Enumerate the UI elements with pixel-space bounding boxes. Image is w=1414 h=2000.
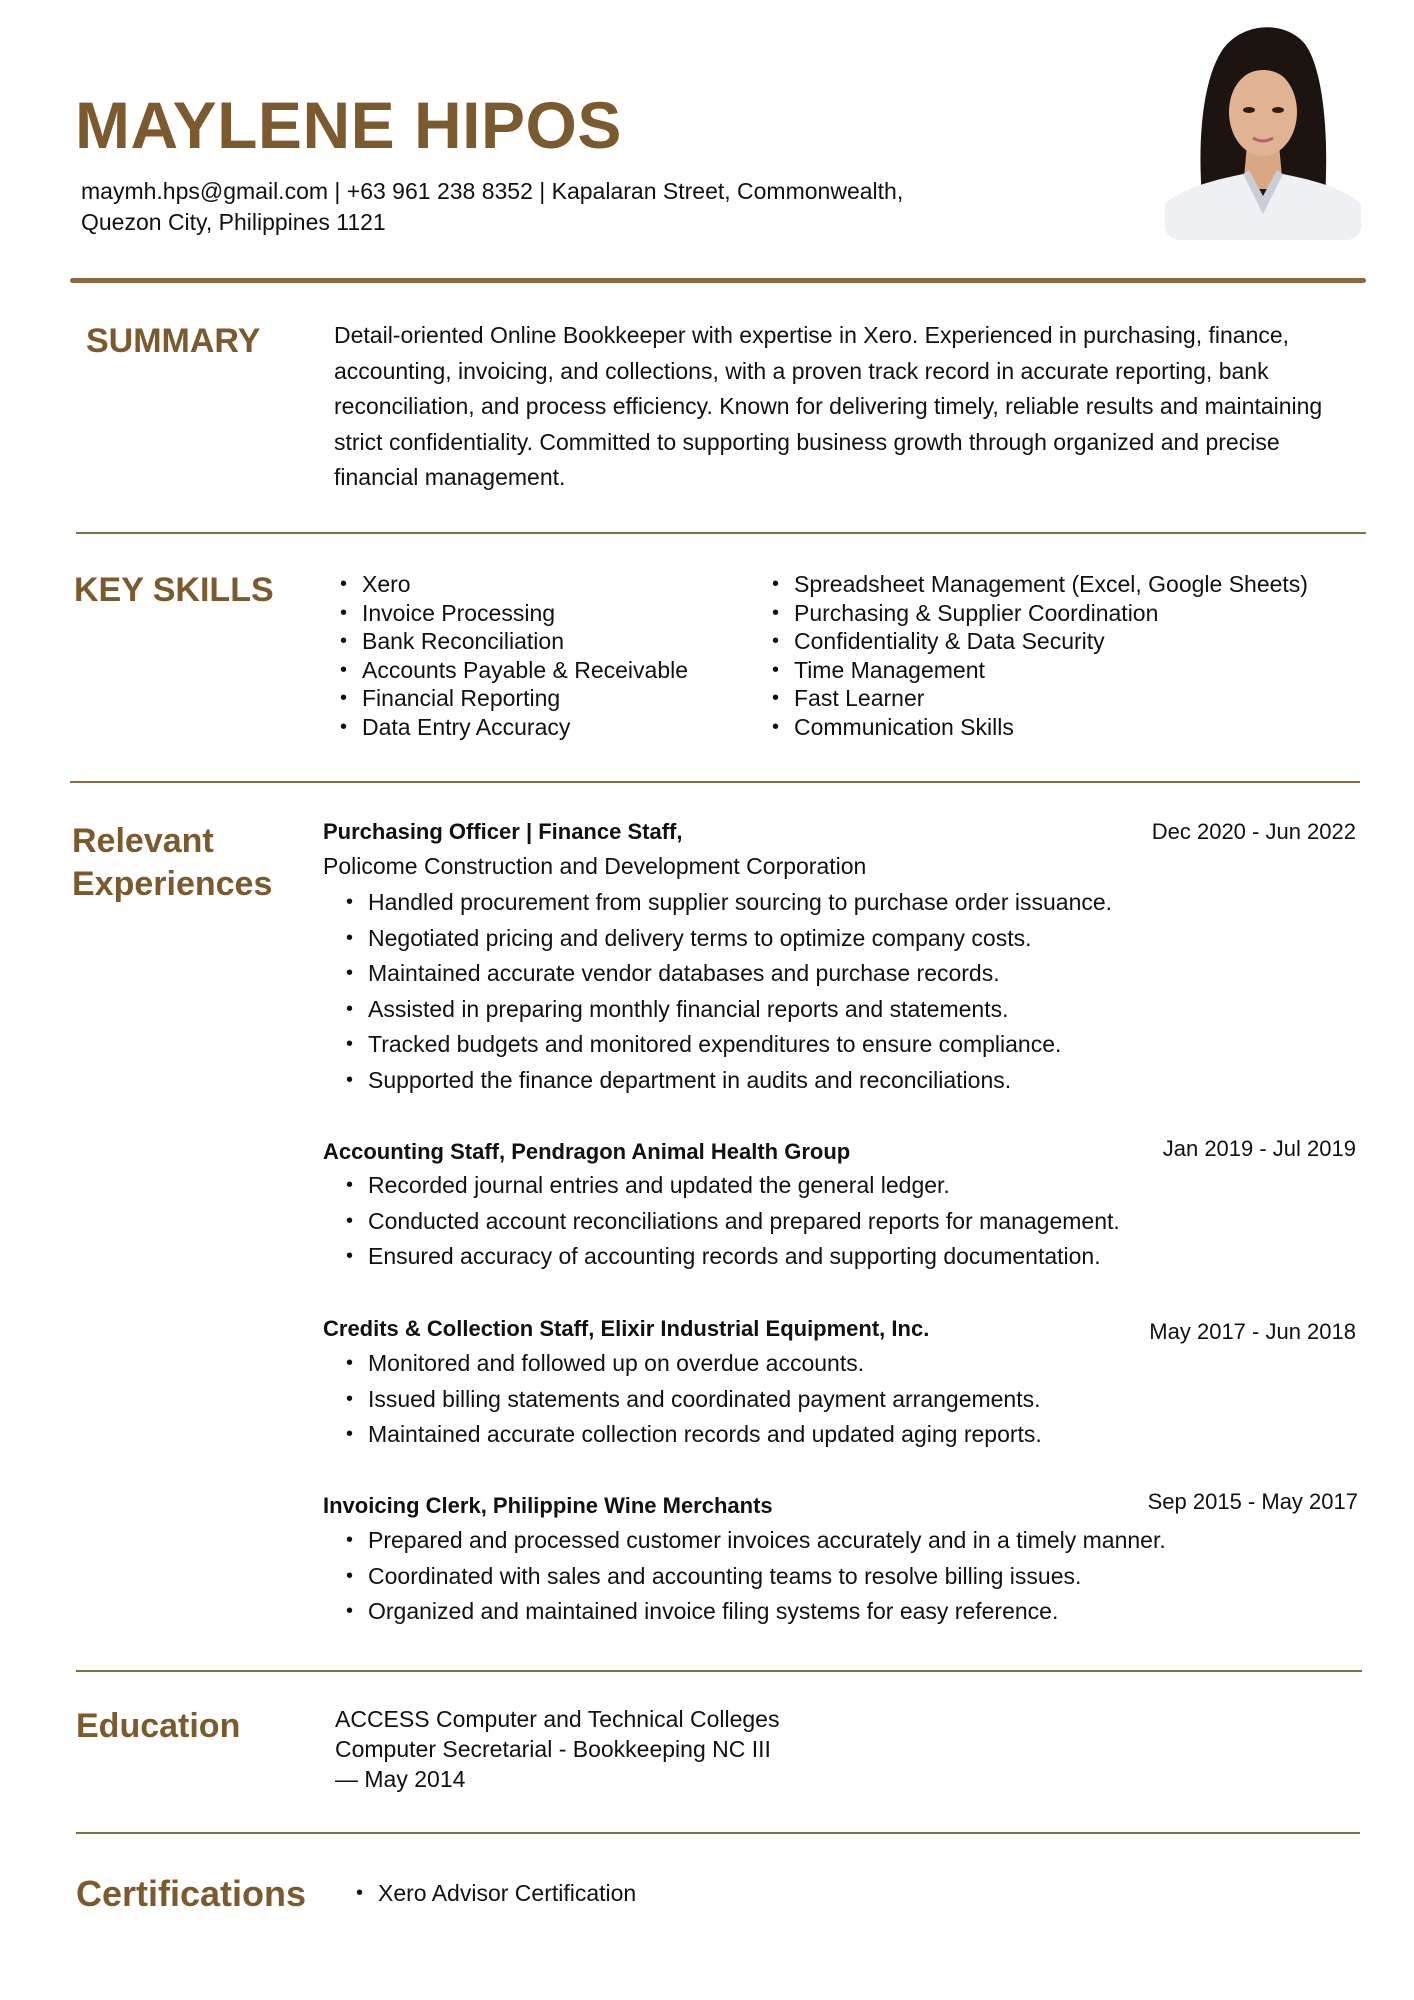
skills-heading: KEY SKILLS [74, 571, 274, 609]
certifications-list [350, 1876, 636, 1912]
education-details [335, 1704, 779, 1794]
job-dates: Dec 2020 - Jun 2022 [1151, 819, 1356, 844]
list-item: • Prepared and processed customer invoices accurately and in a timely manner. [368, 1523, 1166, 1559]
summary-text: Detail-oriented Online Bookkeeper with expertise in Xero. Experienced in purchasing, finance, accounting, invoicing, and collections, with a proven track record in accurate reporting, bank reconciliation, and process efficiency. Known for delivering timely, reliable results and maintaining strict confidentiality. Committed to supporting business growth through organized and precise financial management. [334, 322, 1323, 490]
experience-divider [76, 1670, 1362, 1672]
job-bullets [340, 1523, 1166, 1630]
list-item: • Bank Reconciliation [362, 627, 688, 656]
list-item: • Supported the finance department in audits and reconciliations. [368, 1063, 1112, 1099]
job-title: Invoicing Clerk, Philippine Wine Merchants [323, 1493, 773, 1518]
job-title: Credits & Collection Staff, Elixir Industrial Equipment, Inc. [323, 1316, 930, 1341]
job-bullets [340, 1168, 1120, 1275]
contact-line-1: maymh.hps@gmail.com | +63 961 238 8352 | Kapalaran Street, Commonwealth, [81, 178, 904, 204]
education-divider [76, 1832, 1360, 1834]
education-heading: Education [76, 1707, 241, 1745]
education-program: Computer Secretarial - Bookkeeping NC III [335, 1736, 771, 1762]
list-item: • Communication Skills [794, 713, 1308, 742]
list-item: • Maintained accurate vendor databases and purchase records. [368, 956, 1112, 992]
summary-divider [76, 532, 1366, 534]
skills-list-left [334, 570, 688, 742]
job-title: Accounting Staff, Pendragon Animal Health Group [323, 1139, 851, 1164]
list-item: • Xero [362, 570, 688, 599]
summary-heading: SUMMARY [86, 322, 261, 360]
experience-heading-line-1: Relevant [72, 822, 214, 860]
list-item: • Ensured accuracy of accounting records and supporting documentation. [368, 1239, 1120, 1275]
job-dates: Sep 2015 - May 2017 [1147, 1489, 1358, 1514]
job-dates: May 2017 - Jun 2018 [1149, 1319, 1356, 1344]
skills-list-right [766, 570, 1308, 742]
header-divider [70, 278, 1366, 283]
list-item: • Time Management [794, 656, 1308, 685]
certifications-heading: Certifications [76, 1873, 307, 1914]
list-item: • Financial Reporting [362, 684, 688, 713]
list-item: • Issued billing statements and coordinated payment arrangements. [368, 1382, 1042, 1418]
candidate-name: MAYLENE HIPOS [75, 88, 622, 162]
list-item: • Conducted account reconciliations and prepared reports for management. [368, 1204, 1120, 1240]
list-item: • Purchasing & Supplier Coordination [794, 599, 1308, 628]
list-item: • Handled procurement from supplier sourcing to purchase order issuance. [368, 885, 1112, 921]
list-item: • Negotiated pricing and delivery terms to optimize company costs. [368, 921, 1112, 957]
list-item: • Organized and maintained invoice filing systems for easy reference. [368, 1594, 1166, 1630]
list-item: • Recorded journal entries and updated the general ledger. [368, 1168, 1120, 1204]
education-date: — May 2014 [335, 1766, 466, 1792]
list-item: • Spreadsheet Management (Excel, Google Sheets) [794, 570, 1308, 599]
job-title: Purchasing Officer | Finance Staff, [323, 819, 683, 844]
profile-photo [1165, 14, 1361, 240]
job-bullets [340, 885, 1112, 1098]
list-item: • Invoice Processing [362, 599, 688, 628]
job-dates: Jan 2019 - Jul 2019 [1162, 1136, 1356, 1161]
list-item: • Coordinated with sales and accounting teams to resolve billing issues. [368, 1559, 1166, 1595]
job-bullets [340, 1346, 1042, 1453]
list-item: • Data Entry Accuracy [362, 713, 688, 742]
job-company: Policome Construction and Development Corporation [323, 853, 867, 879]
skills-divider [70, 781, 1360, 783]
contact-info [81, 176, 1041, 238]
list-item: • Fast Learner [794, 684, 1308, 713]
list-item: • Tracked budgets and monitored expenditures to ensure compliance. [368, 1027, 1112, 1063]
experience-heading [72, 820, 272, 906]
list-item: • Confidentiality & Data Security [794, 627, 1308, 656]
contact-line-2: Quezon City, Philippines 1121 [81, 209, 386, 235]
list-item: • Accounts Payable & Receivable [362, 656, 688, 685]
list-item: • Maintained accurate collection records and updated aging reports. [368, 1417, 1042, 1453]
list-item: • Xero Advisor Certification [378, 1876, 636, 1912]
list-item: • Assisted in preparing monthly financial reports and statements. [368, 992, 1112, 1028]
experience-heading-line-2: Experiences [72, 865, 273, 903]
list-item: • Monitored and followed up on overdue accounts. [368, 1346, 1042, 1382]
education-school: ACCESS Computer and Technical Colleges [335, 1706, 780, 1732]
